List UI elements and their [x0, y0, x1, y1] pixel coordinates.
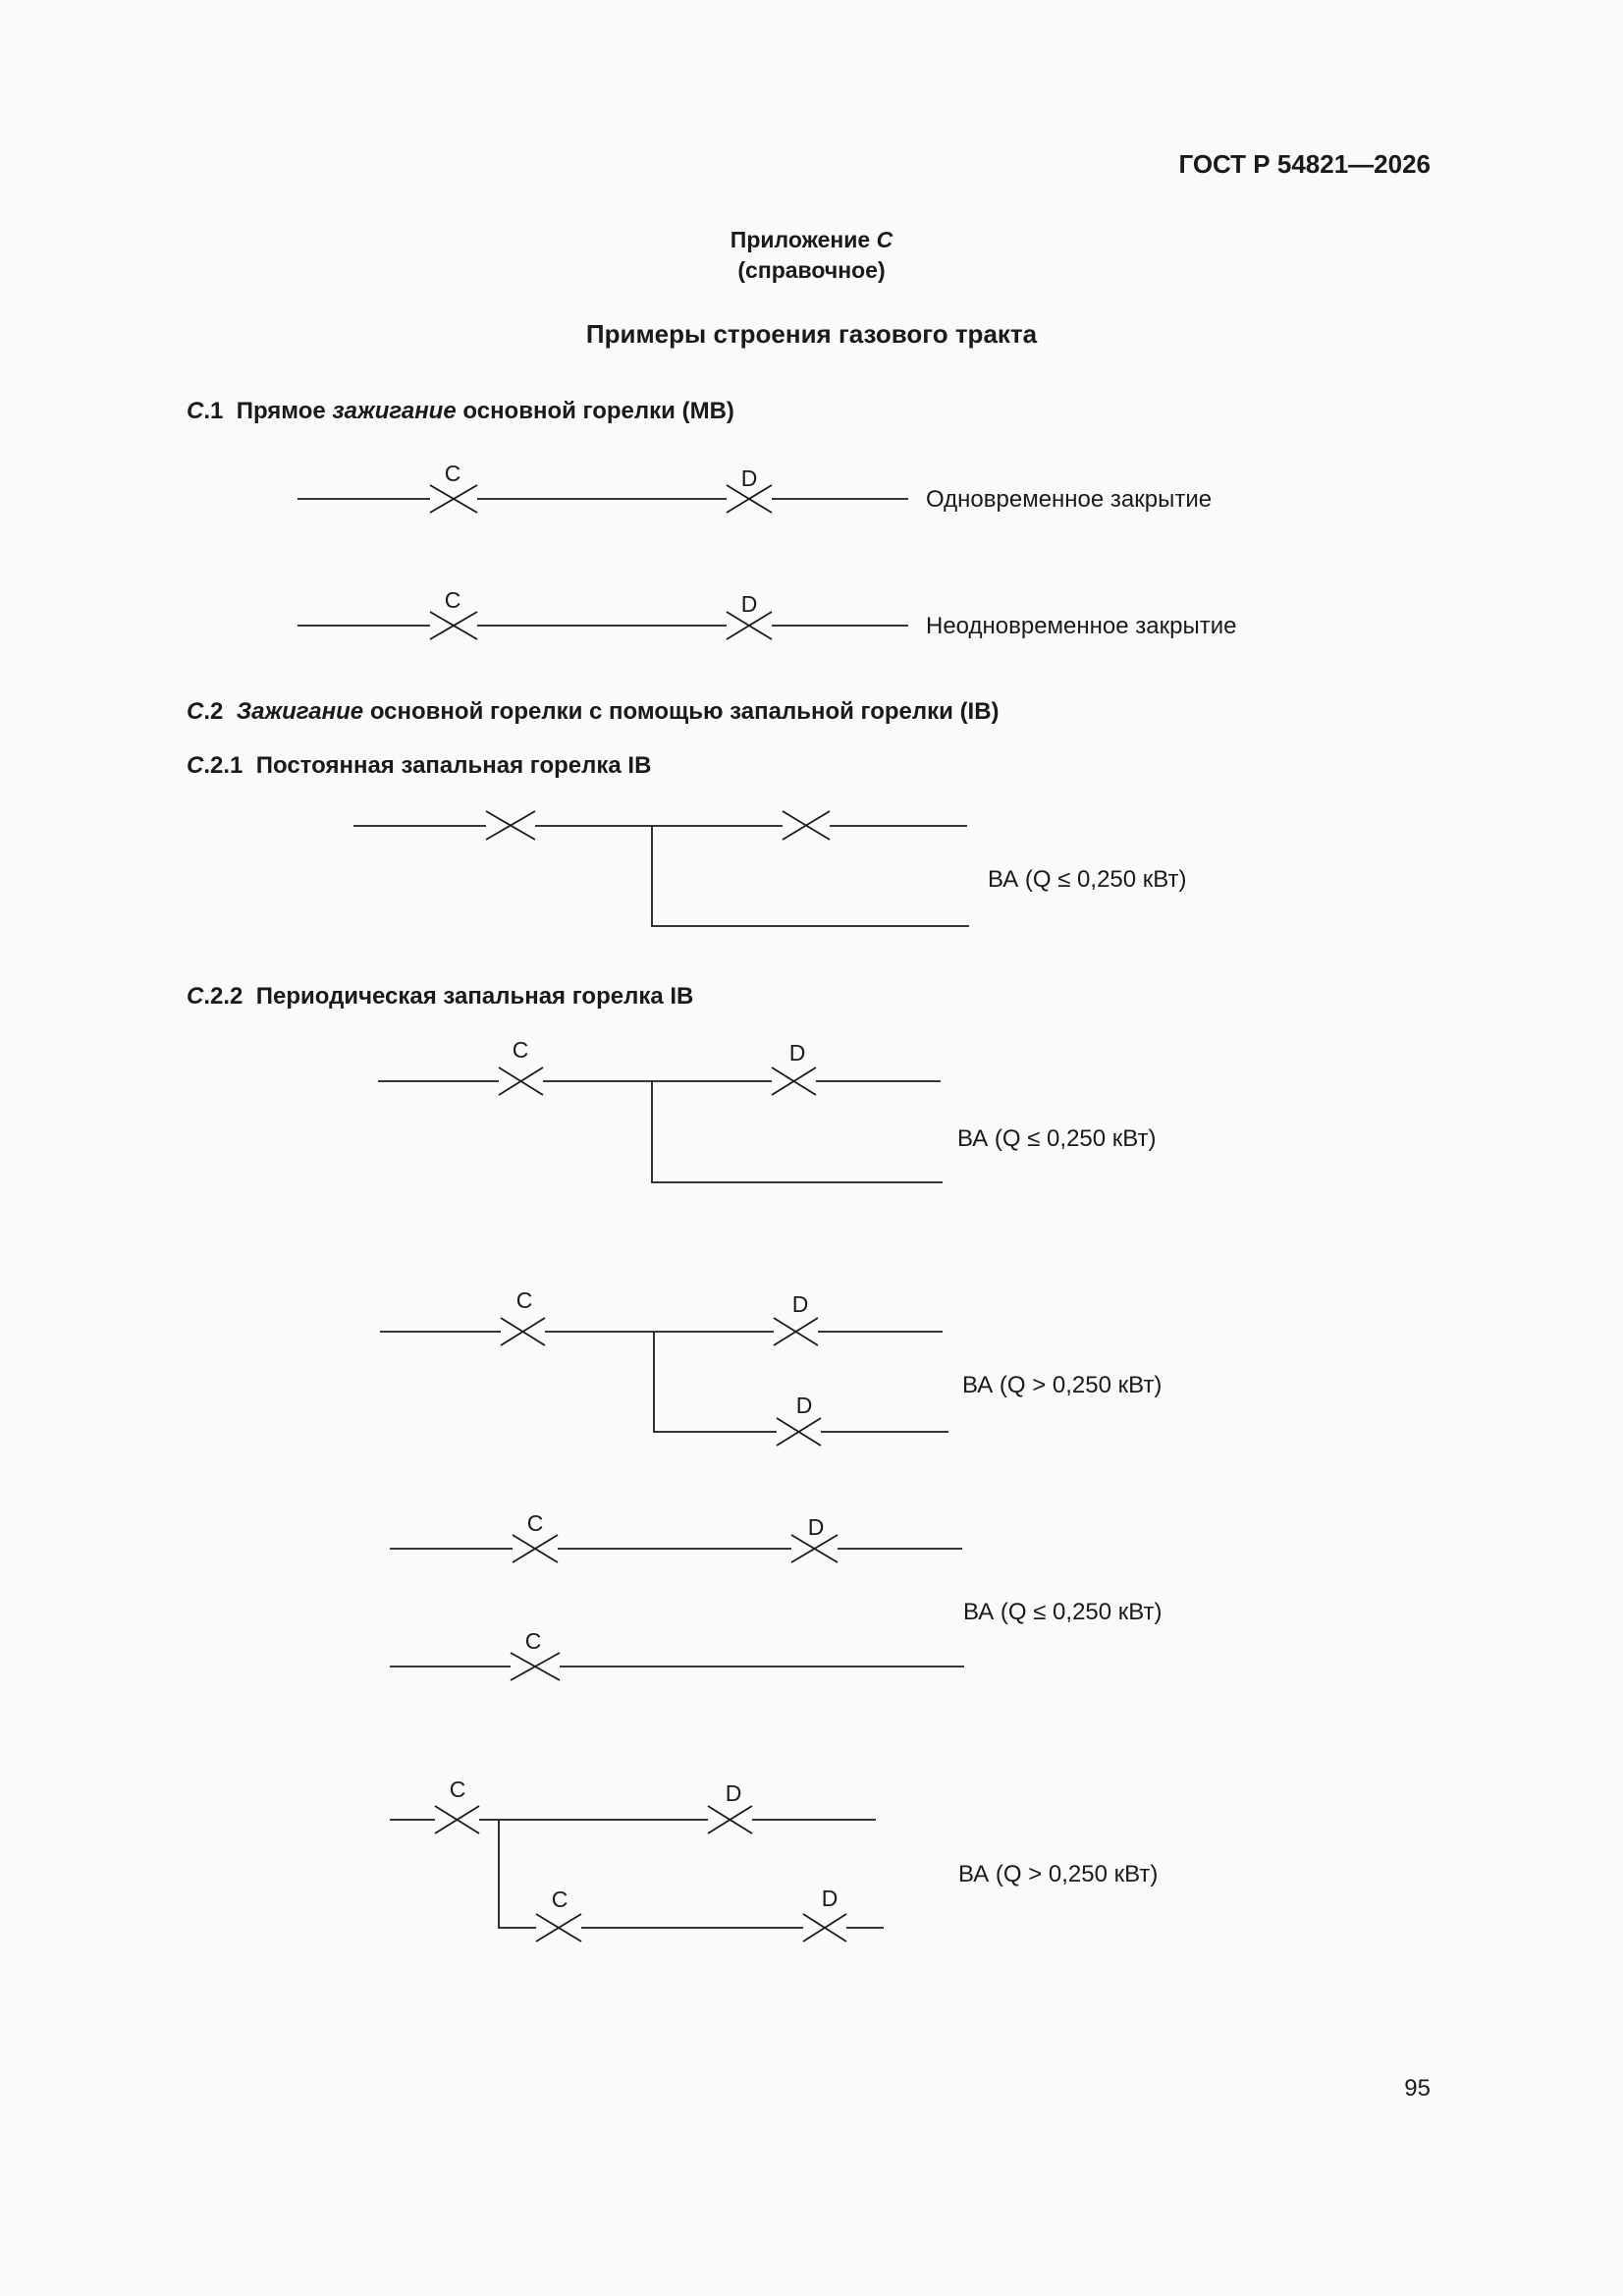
- diagram-caption: ВА (Q > 0,250 кВт): [958, 1861, 1159, 1887]
- valve-label: D: [725, 1780, 742, 1806]
- standard-number: ГОСТ Р 54821—2026: [1178, 149, 1431, 179]
- section-number-rest: .2.2: [203, 983, 243, 1010]
- diagram-caption: Одновременное закрытие: [926, 486, 1213, 513]
- section-number-rest: .1: [203, 398, 224, 424]
- diagram-periodic-pilot-4: [390, 1777, 1158, 1941]
- section-number-letter: С: [187, 752, 204, 779]
- section-number-rest: .2.1: [203, 752, 243, 779]
- diagram-periodic-pilot-3: [390, 1510, 1162, 1680]
- valve-label: D: [791, 1291, 809, 1317]
- valve-symbol: [513, 1535, 558, 1562]
- valve-label: D: [788, 1040, 806, 1066]
- gas-line: [378, 1081, 943, 1182]
- section-text-italic: зажигание: [332, 398, 457, 424]
- valve-label: C: [515, 1287, 533, 1313]
- section-text-post: Периодическая запальная горелка IB: [255, 983, 694, 1010]
- valve-symbol: [430, 612, 477, 639]
- valve-symbol: [803, 1914, 846, 1941]
- section-number-letter: С: [187, 698, 204, 725]
- diagram-caption: ВА (Q > 0,250 кВт): [962, 1372, 1163, 1398]
- diagram-simultaneous-closing: [298, 461, 1212, 513]
- valve-label: C: [526, 1510, 544, 1536]
- gas-line: [353, 826, 969, 926]
- diagram-non-simultaneous-closing: [298, 587, 1236, 639]
- page-title: Примеры строения газового тракта: [585, 319, 1038, 349]
- valve-symbol: [783, 811, 830, 840]
- diagram-caption: ВА (Q ≤ 0,250 кВт): [988, 866, 1187, 893]
- valve-symbol: [499, 1067, 543, 1095]
- valve-label: C: [444, 461, 461, 486]
- valve-label: D: [807, 1514, 825, 1540]
- valve-label: D: [740, 591, 758, 617]
- diagram-periodic-pilot-2: [380, 1287, 1162, 1446]
- valve-symbol: [511, 1653, 560, 1680]
- diagram-caption: ВА (Q ≤ 0,250 кВт): [963, 1599, 1163, 1625]
- section-text-italic: Зажигание: [236, 698, 364, 725]
- diagram-caption: Неодновременное закрытие: [926, 613, 1237, 639]
- diagram-permanent-pilot: [353, 811, 1186, 926]
- section-number-letter: С: [187, 983, 204, 1010]
- valve-label: C: [524, 1628, 542, 1654]
- valve-symbol: [435, 1806, 479, 1833]
- valve-symbol: [777, 1418, 821, 1446]
- valve-symbol: [774, 1318, 818, 1345]
- valve-symbol: [501, 1318, 545, 1345]
- section-text-post: основной горелки (МВ): [456, 398, 734, 424]
- appendix-prefix: Приложение: [730, 227, 877, 252]
- section-number-letter: С: [187, 398, 204, 424]
- gas-line: [380, 1332, 948, 1432]
- diagram-caption: ВА (Q ≤ 0,250 кВт): [957, 1125, 1157, 1152]
- section-number-rest: .2: [203, 698, 224, 725]
- valve-label: C: [512, 1037, 529, 1063]
- appendix-type: (справочное): [737, 257, 886, 283]
- gas-line: [390, 1820, 884, 1928]
- valve-symbol: [708, 1806, 752, 1833]
- valve-symbol: [486, 811, 535, 840]
- page-number: 95: [1404, 2075, 1431, 2102]
- valve-label: D: [795, 1393, 813, 1418]
- appendix-letter: С: [876, 227, 893, 252]
- gas-line: [390, 1549, 964, 1667]
- section-text-post: Постоянная запальная горелка IB: [255, 752, 652, 779]
- valve-label: C: [449, 1777, 466, 1802]
- valve-symbol: [536, 1914, 581, 1941]
- valve-label: C: [551, 1886, 568, 1912]
- valve-label: C: [444, 587, 461, 613]
- section-text-post: основной горелки с помощью запальной горелки (IB): [363, 698, 1000, 725]
- valve-label: D: [740, 465, 758, 491]
- section-text-pre: Прямое: [236, 398, 333, 424]
- valve-symbol: [430, 485, 477, 513]
- valve-label: D: [821, 1886, 839, 1911]
- diagram-periodic-pilot-1: [378, 1037, 1156, 1182]
- valve-symbol: [772, 1067, 816, 1095]
